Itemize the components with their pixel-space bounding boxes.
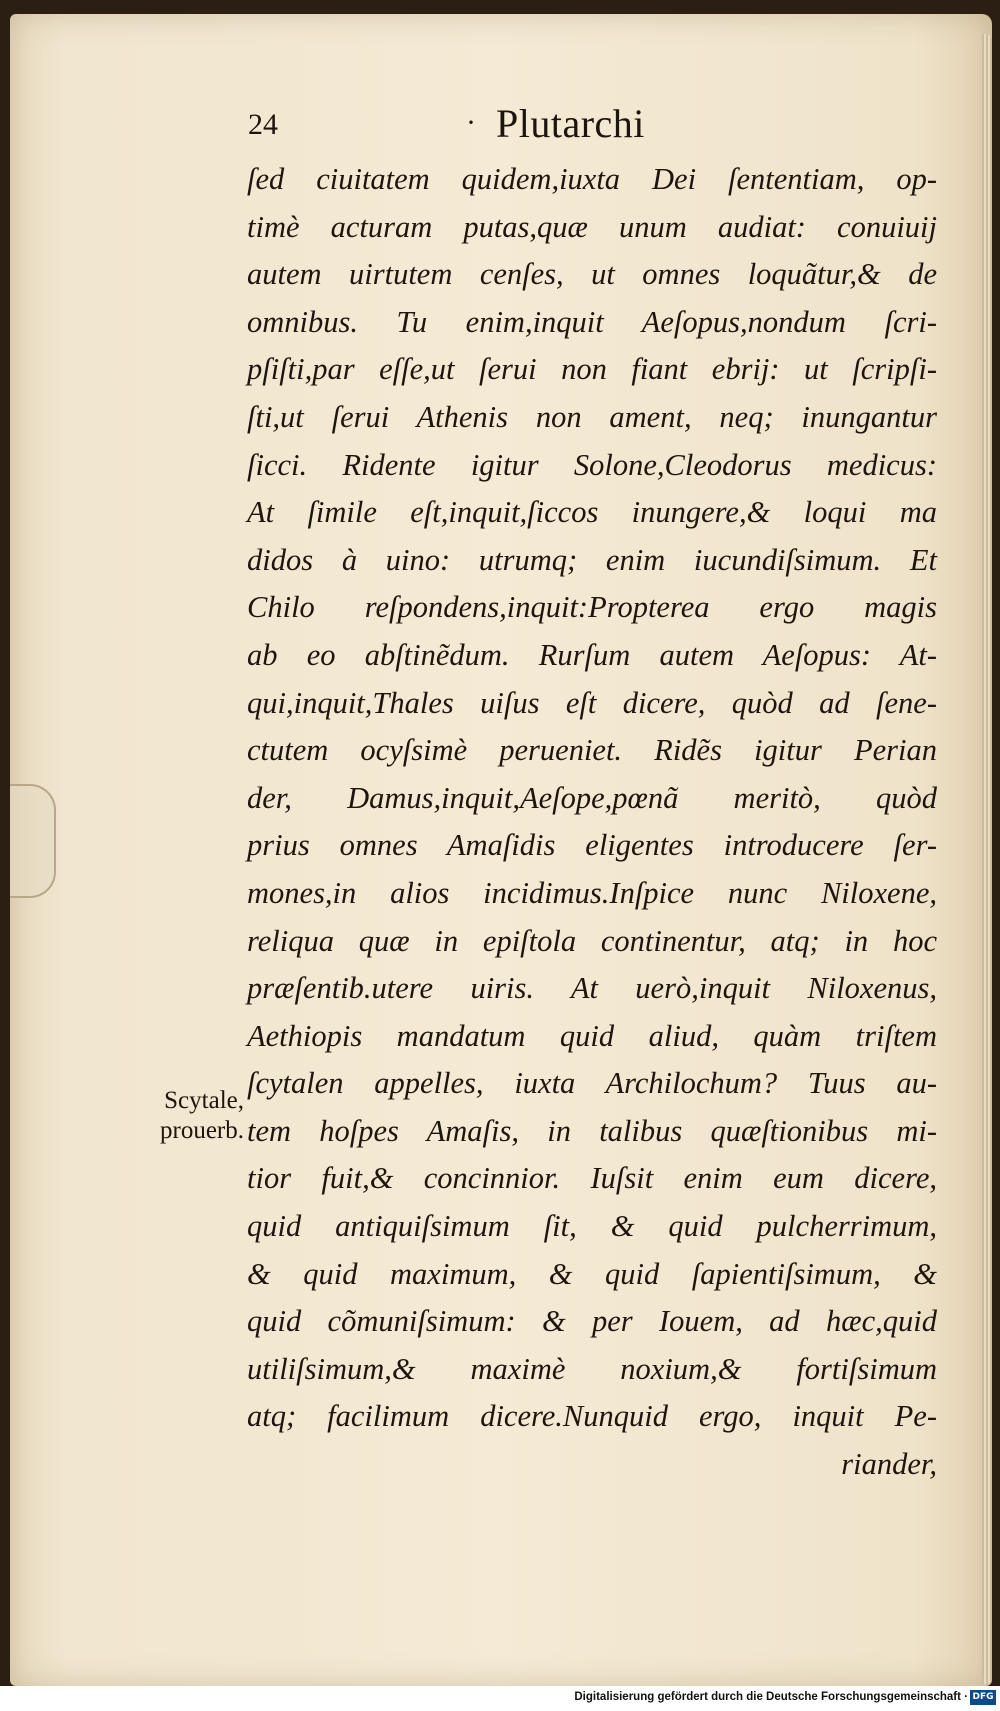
- page-edge: [982, 34, 992, 1684]
- body-text: [247, 156, 937, 1489]
- dfg-logo: DFG: [970, 1690, 996, 1705]
- text-line: pſiſti,par eſſe,ut ſerui non fiant ebrij: ut ſcripſi-: [247, 352, 937, 387]
- text-line: At ſimile eſt,inquit,ſiccos inungere,& loqui ma: [247, 495, 937, 530]
- text-line: tem hoſpes Amaſis, in talibus quæſtionibus mi-: [247, 1113, 937, 1148]
- text-line: didos à uino: utrumq; enim iucundiſsimum. Et: [247, 542, 937, 577]
- text-line: autem uirtutem cenſes, ut omnes loquãtur,& de: [247, 257, 937, 292]
- text-line: præſentib.utere uiris. At uerò,inquit Niloxenus,: [247, 971, 937, 1006]
- text-line: quid antiquiſsimum ſit, & quid pulcherrimum,: [247, 1209, 937, 1244]
- text-line: ſicci. Ridente igitur Solone,Cleodorus medicus:: [247, 447, 937, 482]
- text-line: tior fuit,& concinnior. Iuſsit enim eum dicere,: [247, 1161, 937, 1196]
- digitization-footer: [0, 1686, 1000, 1711]
- text-line: ctutem ocyſsimè perueniet. Ridẽs igitur Perian: [247, 733, 937, 768]
- catchword-line: riander,: [841, 1447, 937, 1482]
- page-header: [248, 100, 688, 150]
- text-line: ſcytalen appelles, iuxta Archilochum? Tuus au-: [247, 1066, 937, 1101]
- funding-credit: Digitalisierung gefördert durch die Deutsche Forschungsgemeinschaft ·: [574, 1691, 968, 1703]
- page-tab-mark: [10, 784, 56, 898]
- header-dot: ·: [466, 106, 476, 139]
- margin-note: [108, 1086, 244, 1146]
- text-line: Aethiopis mandatum quid aliud, quàm triſtem: [247, 1018, 937, 1053]
- text-line: prius omnes Amaſidis eligentes introducere ſer-: [247, 828, 937, 863]
- text-line: ſti,ut ſerui Athenis non ament, neq; inungantur: [247, 399, 937, 434]
- text-line: quid cõmuniſsimum: & per Iouem, ad hæc,quid: [247, 1304, 937, 1339]
- running-title: Plutarchi: [496, 101, 645, 146]
- text-line: ab eo abſtinẽdum. Rurſum autem Aeſopus: At-: [247, 637, 937, 672]
- text-line: der, Damus,inquit,Aeſope,pœnã meritò, quòd: [247, 780, 937, 815]
- margin-note-line: prouerb.: [160, 1117, 244, 1144]
- page-number: 24: [248, 108, 278, 141]
- text-line: atq; facilimum dicere.Nunquid ergo, inquit Pe-: [247, 1399, 937, 1434]
- text-line: Chilo reſpondens,inquit:Propterea ergo magis: [247, 590, 937, 625]
- text-line: ſed ciuitatem quidem,iuxta Dei ſententiam, op-: [247, 162, 937, 196]
- text-line: reliqua quæ in epiſtola continentur, atq; in hoc: [247, 923, 937, 958]
- text-line: & quid maximum, & quid ſapientiſsimum, &: [247, 1256, 937, 1291]
- text-line: omnibus. Tu enim,inquit Aeſopus,nondum ſcri-: [247, 304, 937, 339]
- text-line: utiliſsimum,& maximè noxium,& fortiſsimum: [247, 1351, 937, 1386]
- text-line: mones,in alios incidimus.Inſpice nunc Niloxene,: [247, 875, 937, 910]
- text-line: timè acturam putas,quæ unum audiat: conuiuij: [247, 209, 937, 244]
- text-line: qui,inquit,Thales uiſus eſt dicere, quòd ad ſene-: [247, 685, 937, 720]
- margin-note-line: Scytale,: [164, 1087, 244, 1114]
